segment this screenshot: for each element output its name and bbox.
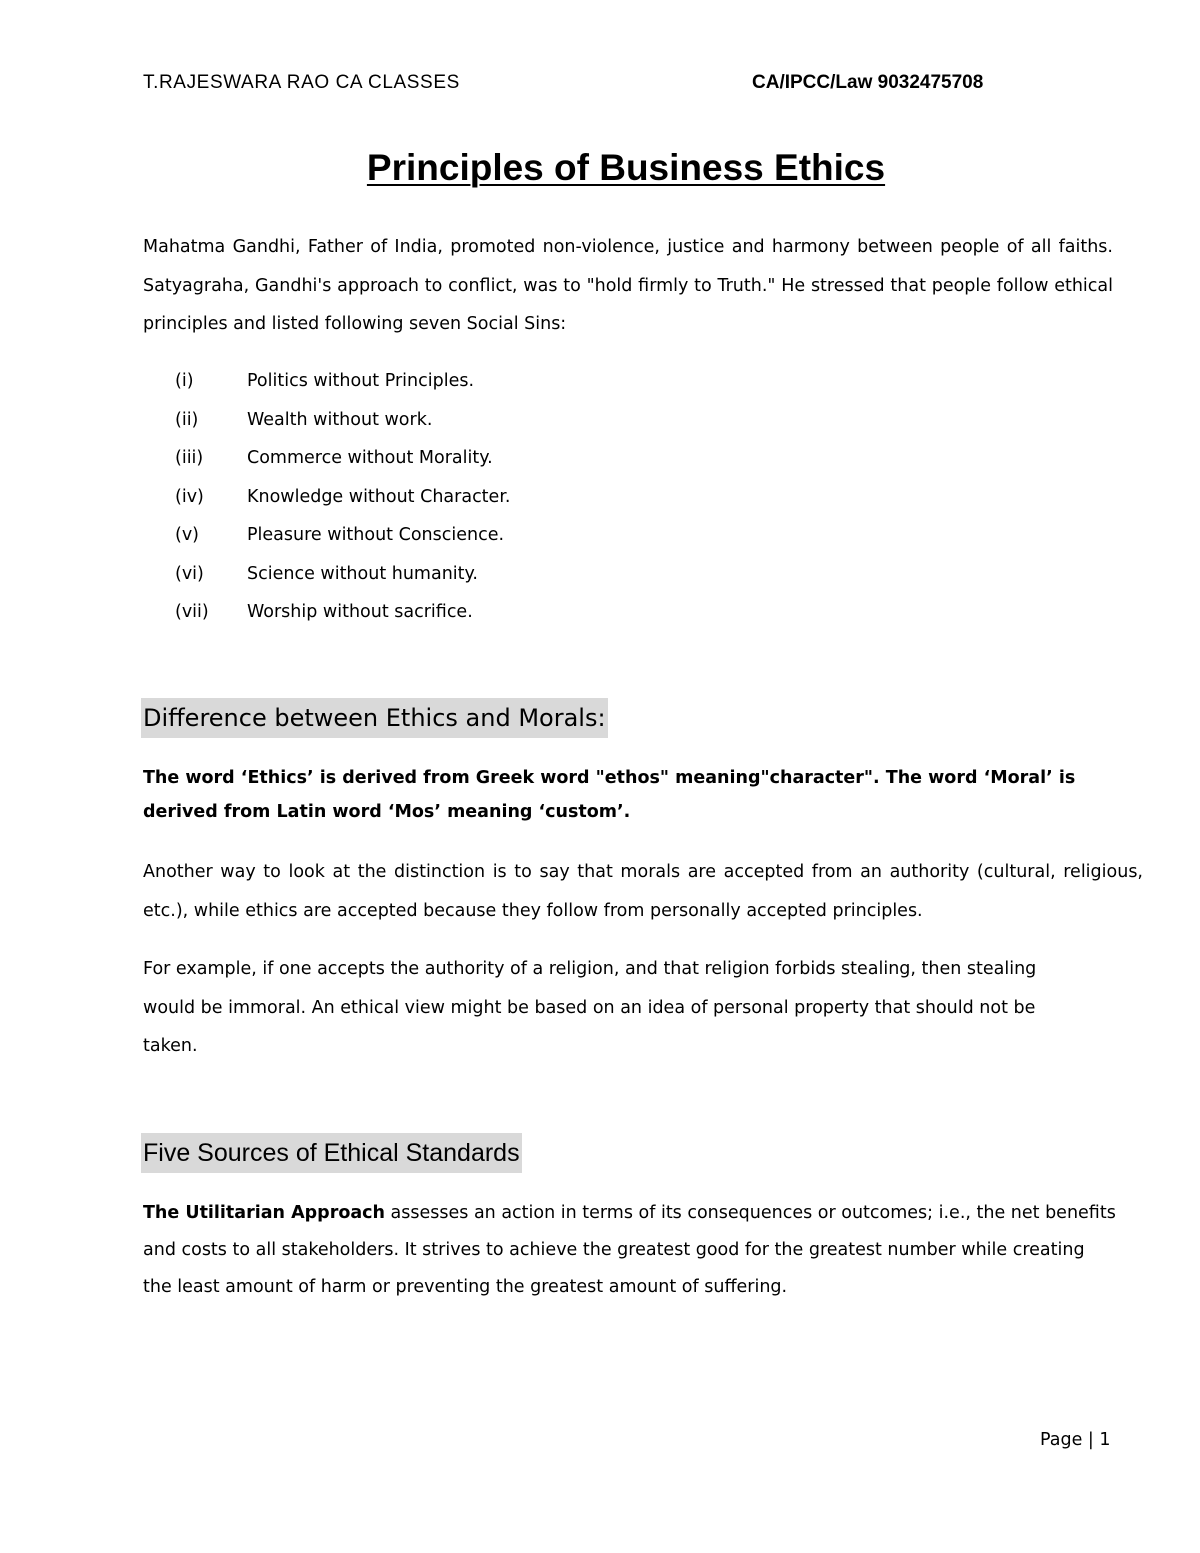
header-right: CA/IPCC/Law 9032475708 — [752, 72, 984, 93]
list-item-text: Commerce without Morality. — [247, 448, 493, 468]
section-heading-ethics-morals: Difference between Ethics and Morals: — [141, 698, 608, 738]
ethics-morals-definition: The word ‘Ethics’ is derived from Greek word "ethos" meaning"character". The word ‘Moral’ is derived from Latin word ‘Mos’ meaning ‘custom’. — [143, 768, 1076, 822]
header-left: T.RAJESWARA RAO CA CLASSES — [143, 72, 460, 93]
page-number: Page | 1 — [1040, 1430, 1111, 1450]
utilitarian-text: assesses an action in terms of its consequences or outcomes; i.e., the net benefits and costs to all stakeholders. It strives to achieve the greatest good for the greatest number while creating the least amount of harm or preventing the greatest amount of suffering. — [143, 1203, 1116, 1297]
list-item-text: Wealth without work. — [247, 409, 433, 430]
page-title: Principles of Business Ethics — [366, 147, 886, 188]
distinction-paragraph: Another way to look at the distinction is to say that morals are accepted from an authority (cultural, religious, etc.), while ethics are accepted because they follow from personally accepted principles. — [143, 862, 1143, 921]
list-item-text: Knowledge without Character. — [247, 486, 511, 507]
list-item-number: (i) — [175, 371, 194, 391]
list-item-number: (iv) — [175, 486, 204, 507]
list-item-number: (v) — [175, 525, 200, 545]
list-item-number: (vi) — [175, 563, 204, 584]
list-item-text: Pleasure without Conscience. — [247, 525, 505, 545]
utilitarian-lead: The Utilitarian Approach — [143, 1203, 385, 1223]
list-item-text: Worship without sacrifice. — [247, 602, 473, 622]
list-item-number: (ii) — [175, 409, 199, 430]
section-heading-five-sources: Five Sources of Ethical Standards — [141, 1133, 522, 1173]
list-item-text: Science without humanity. — [247, 563, 478, 584]
example-paragraph: For example, if one accepts the authority of a religion, and that religion forbids stealing, then stealing would be immoral. An ethical view might be based on an idea of personal property that should not be taken. — [143, 959, 1037, 1056]
intro-paragraph: Mahatma Gandhi, Father of India, promoted non-violence, justice and harmony between people of all faiths. Satyagraha, Gandhi's approach to conflict, was to "hold firmly to Truth." He stressed that people follow ethical principles and listed following seven Social Sins: — [143, 237, 1113, 334]
list-item-number: (iii) — [175, 448, 204, 468]
list-item-number: (vii) — [175, 602, 209, 622]
utilitarian-paragraph — [143, 1195, 1118, 1306]
list-item-text: Politics without Principles. — [247, 371, 475, 391]
